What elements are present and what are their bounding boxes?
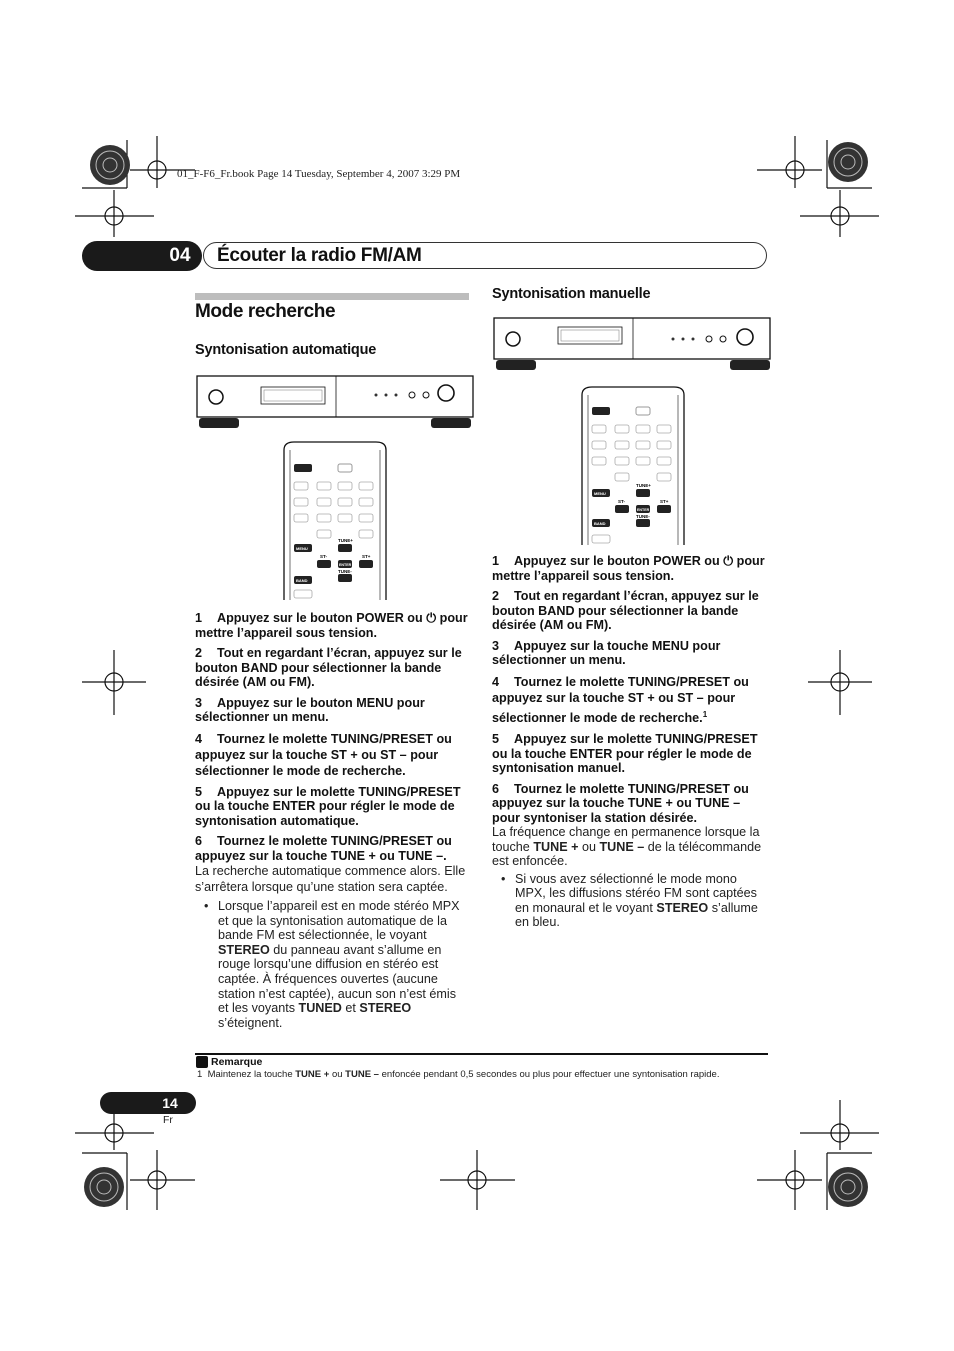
- left-body: La recherche automatique commence alors. Elle s’arrêtera lorsque qu’une station sera captée.: [195, 864, 466, 894]
- receiver-front-panel-left: [196, 375, 474, 431]
- page-language: Fr: [163, 1114, 173, 1126]
- left-subtitle: Syntonisation automatique: [195, 342, 377, 358]
- right-step-2: 2 Tout en regardant l’écran, appuyez sur le bouton BAND pour sélectionner la bande désirée (AM ou FM).: [492, 589, 759, 632]
- label-tune-plus: TUNE+: [636, 483, 651, 488]
- remote-control-left: [280, 440, 390, 600]
- left-bullet: • Lorsque l’appareil est en mode stéréo MPX et que la syntonisation automatique de la bande FM est sélectionnée, le voyant STEREO du panneau avant s’allume en rouge lorsqu’une diffusion en stéréo est captée. À fréquences ouvertes (aucune station n’est captée), aucun son n’est émis et les voyants TUNED et STEREO s’éteignent.: [204, 899, 460, 1030]
- label-tune-minus: TUNE-: [338, 569, 352, 574]
- left-column: [195, 611, 469, 1030]
- remote-control-right: [578, 385, 688, 545]
- left-step-1: 1 Appuyez sur le bouton POWER ou ⏻ pour mettre l’appareil sous tension.: [195, 611, 468, 640]
- label-st-minus: ST-: [618, 499, 626, 504]
- receiver-front-panel-right: [493, 317, 773, 375]
- label-band: BAND: [296, 578, 308, 583]
- label-menu: MENU: [296, 546, 308, 551]
- right-step-1: 1 Appuyez sur le bouton POWER ou ⏻ pour mettre l’appareil sous tension.: [492, 554, 765, 583]
- label-enter: ENTER: [339, 563, 352, 567]
- right-step-6: 6 Tournez le molette TUNING/PRESET ou appuyez sur la touche TUNE + ou TUNE – pour syntoniser la station désirée.: [492, 781, 749, 825]
- left-step-4: 4 Tournez le molette TUNING/PRESET ou appuyez sur la touche ST + ou ST – pour sélectionner le mode de recherche.: [195, 731, 452, 778]
- label-band: BAND: [594, 521, 606, 526]
- page-number: 14: [162, 1095, 178, 1111]
- label-st-minus: ST-: [320, 554, 328, 559]
- note-rule: [195, 1053, 768, 1055]
- section-title: Mode recherche: [195, 301, 336, 322]
- label-st-plus: ST+: [660, 499, 669, 504]
- print-info: 01_F-F6_Fr.book Page 14 Tuesday, September 4, 2007 3:29 PM: [177, 168, 461, 180]
- note-pencil-icon: [196, 1056, 208, 1068]
- right-column: [492, 554, 768, 930]
- right-step-3: 3 Appuyez sur la touche MENU pour sélectionner un menu.: [492, 638, 721, 667]
- left-step-5: 5 Appuyez sur le molette TUNING/PRESET ou la touche ENTER pour régler le mode de syntonisation automatique.: [195, 784, 461, 828]
- right-body: La fréquence change en permanence lorsque la touche TUNE + ou TUNE – de la télécommande est enfoncée.: [492, 825, 762, 869]
- label-tune-minus: TUNE-: [636, 514, 650, 519]
- left-step-6: 6 Tournez le molette TUNING/PRESET ou appuyez sur la touche TUNE + ou TUNE –.: [195, 834, 452, 863]
- label-enter: ENTER: [637, 508, 650, 512]
- label-st-plus: ST+: [362, 554, 371, 559]
- right-bullet: • Si vous avez sélectionné le mode mono MPX, les diffusions stéréo FM sont captées en monaural et le voyant STEREO s’allume en bleu.: [501, 871, 758, 930]
- section-bar: [195, 293, 469, 300]
- right-step-4: 4 Tournez le molette TUNING/PRESET ou appuyez sur la touche ST + ou ST – pour sélectionner le mode de recherche.$^1$: [492, 674, 749, 725]
- left-step-2: 2 Tout en regardant l’écran, appuyez sur le bouton BAND pour sélectionner la bande désirée (AM ou FM).: [195, 646, 462, 689]
- chapter-number: 04: [169, 245, 191, 266]
- note-text: 1 Maintenez la touche TUNE + ou TUNE – enfoncée pendant 0,5 secondes ou plus pour effectuer une syntonisation rapide.: [197, 1069, 720, 1080]
- footnote-ref: 1: [702, 709, 708, 719]
- label-tune-plus: TUNE+: [338, 538, 353, 543]
- note-label: Remarque: [211, 1056, 263, 1068]
- right-subtitle: Syntonisation manuelle: [492, 286, 651, 302]
- left-step-3: 3 Appuyez sur le bouton MENU pour sélectionner un menu.: [195, 695, 425, 724]
- right-step-5: 5 Appuyez sur le molette TUNING/PRESET ou la touche ENTER pour régler le mode de syntonisation manuel.: [492, 732, 758, 776]
- chapter-title: Écouter la radio FM/AM: [217, 245, 422, 266]
- label-menu: MENU: [594, 491, 606, 496]
